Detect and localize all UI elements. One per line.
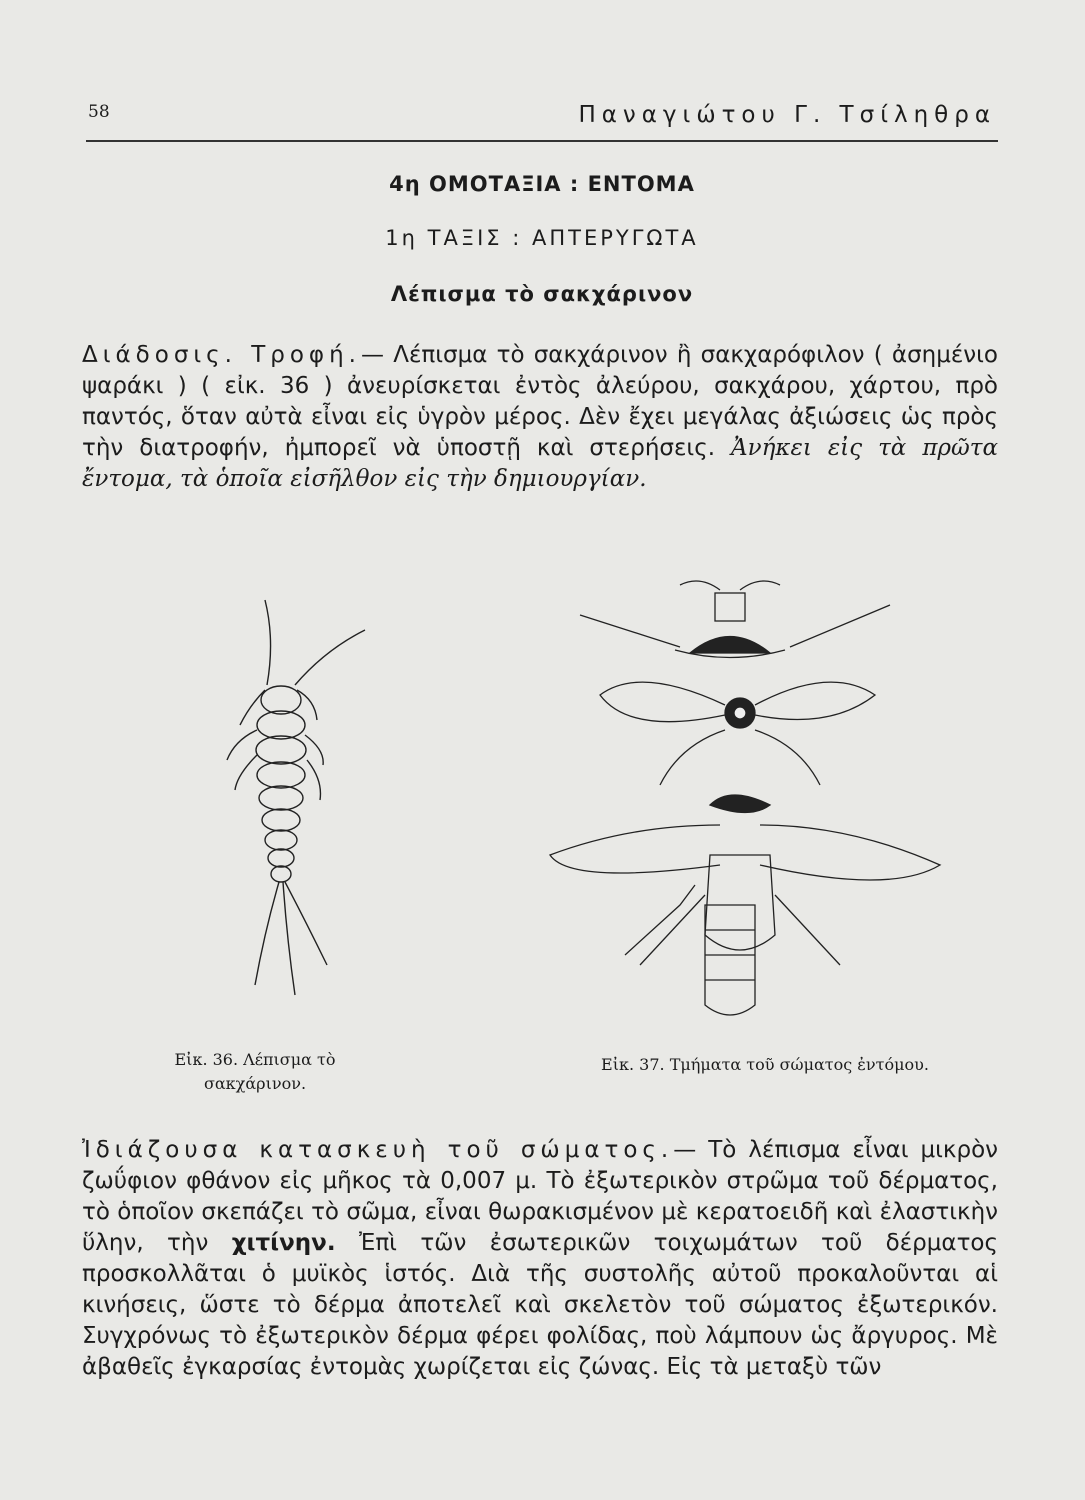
paragraph-text: Ἐπὶ τῶν ἐσωτερικῶν τοιχωμάτων τοῦ δέρματος προσκολλᾶται ὁ μυϊκὸς ἱστός. Διὰ τῆς συστολῆς αὐτοῦ προκαλοῦνται αἱ κινήσεις, ὥστε τὸ δέρμα ἀποτελεῖ καὶ σκελετὸν τοῦ σώματος ἐξωτερικόν. Συγχρόνως τὸ ἐξωτερικὸν δέρμα φέρει φολίδας, ποὺ λάμπουν ὡς ἄργυρος. Μὲ ἀβαθεῖς ἐγκαρσίας ἐντομὰς χωρίζεται εἰς ζώνας. Εἰς τὰ μεταξὺ τῶν — [82, 1230, 998, 1380]
order-heading: 1η ΤΑΞΙΣ : ΑΠΤΕΡΥΓΩΤΑ — [385, 226, 699, 250]
paragraph-text: — Λέπισμα τὸ σακχάρινον ἢ σακχαρόφιλον ( ἀσημένιο ψαράκι ) ( εἰκ. 36 ) ἀνευρίσκεται ἐντὸς ἀλεύρου, σακχάρου, χάρτου, πρὸ παντός, ὅταν αὐτὰ εἶναι εἰς ὑγρὸν μέρος. Δὲν ἔχει μεγάλας ἀξιώσεις ὡς πρὸς τὴν διατροφήν, ἠμπορεῖ νὰ ὑποστῇ καὶ στερήσεις. — [82, 342, 999, 461]
figure-37-caption: Εἰκ. 37. Τμήματα τοῦ σώματος ἐντόμου. — [601, 1055, 929, 1074]
paragraph-distribution — [82, 340, 998, 495]
figure-36-silverfish — [195, 590, 395, 1010]
figure-36-caption: Εἰκ. 36. Λέπισμα τὸ σακχάρινον. — [174, 1050, 336, 1093]
class-heading: 4η ΟΜΟΤΑΞΙΑ : ΕΝΤΟΜΑ — [389, 172, 695, 196]
paragraph-lead: Ἰδιάζουσα κατασκευὴ τοῦ σώματος. — [82, 1137, 674, 1163]
paragraph-text: — Τὸ λέπισμα εἶναι μικρὸν ζωΰφιον φθάνον εἰς μῆκος τὰ 0,007 μ. Τὸ ἐξωτερικὸν στρῶμα τοῦ δέρματος, τὸ ὁποῖον σκεπάζει τὸ σῶμα, εἶναι θωρακισμένον μὲ κερατοειδῆ καὶ ἐλαστικὴν ὕλην, τὴν — [82, 1137, 998, 1256]
paragraph-body-structure — [82, 1135, 998, 1383]
paragraph-italic: Ἀνήκει εἰς τὰ πρῶτα ἔντομα, τὰ ὁποῖα εἰσῆλθον εἰς τὴν δημιουργίαν. — [82, 435, 998, 492]
figure-37-insect-parts — [530, 565, 950, 1035]
page-number: 58 — [88, 102, 110, 122]
paragraph-lead: Διάδοσις. Τροφή. — [82, 342, 361, 368]
running-head — [86, 100, 998, 142]
species-heading: Λέπισμα τὸ σακχάρινον — [390, 282, 694, 306]
running-head-author: Παναγιώτου Γ. Τσίληθρα — [578, 102, 996, 128]
paragraph-bold-term: χιτίνην. — [231, 1230, 336, 1256]
